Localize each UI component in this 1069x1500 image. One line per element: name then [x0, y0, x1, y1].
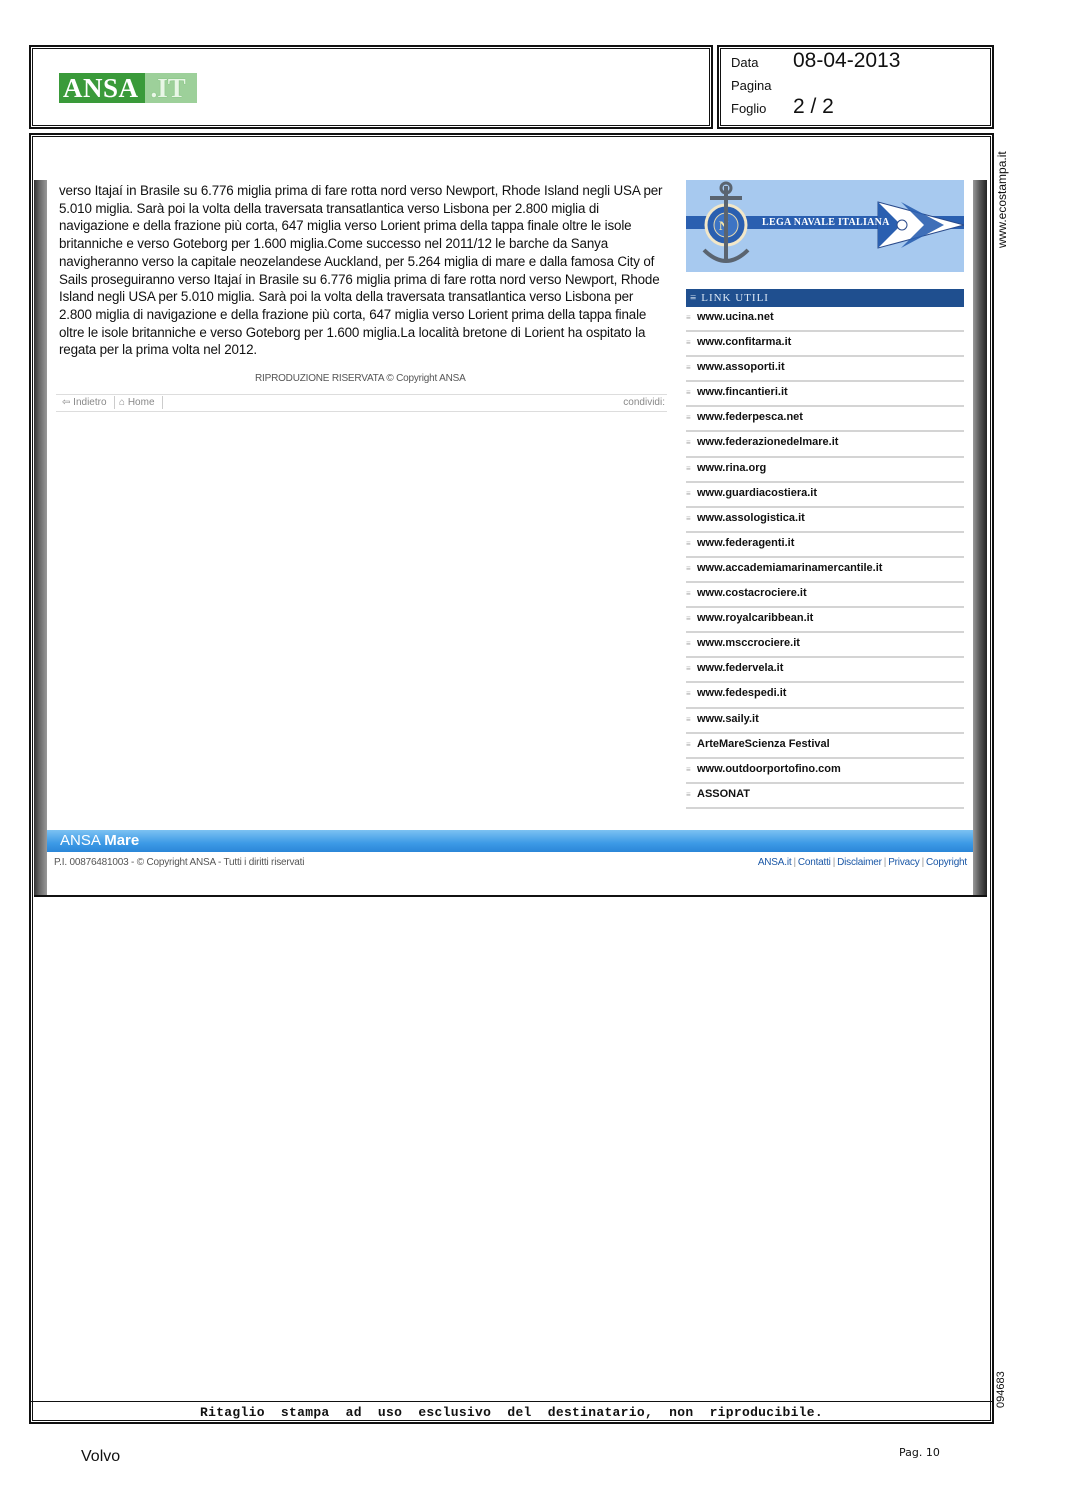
list-bullet-icon: ≡ — [686, 488, 691, 498]
link-label: www.federagenti.it — [697, 536, 795, 549]
list-bullet-icon: ≡ — [686, 639, 691, 649]
article-body: verso Itajaí in Brasile su 6.776 miglia prima di fare rotta nord verso Newport, Rhode Island negli USA per 5.010 miglia. Sarà poi la volta della traversata transatlantica verso Lisbona per 2.800 miglia di navigazione e della frazione più corta, 647 miglia verso Lorient prima della tappa finale oltre le isole britanniche e verso Goteborg per 1.600 miglia.Come successo nel 2011/12 le barche da Sanya navigheranno verso la capitale neozelandese Auckland, per 5.264 miglia di mare e dalla famosa City of Sails proseguiranno verso Itajaí in Brasile su 6.776 miglia prima di fare rotta nord verso Newport, Rhode Island negli USA per 5.010 miglia. Sarà poi la volta della traversata transatlantica verso Lisbona per 2.800 miglia di navigazione e della frazione più corta, 647 miglia verso Lorient prima della tappa finale oltre le isole britanniche e verso Goteborg per 1.600 miglia.La località bretone di Lorient ha ospitato la regata per la prima volta nel 2012. — [59, 183, 663, 358]
footer-link[interactable]: Copyright — [926, 857, 967, 868]
side-url: www.ecostampa.it — [995, 151, 1009, 248]
link-label: www.assologistica.it — [697, 511, 805, 524]
link-label: www.rina.org — [697, 461, 767, 474]
footer-link[interactable]: ANSA.it — [757, 857, 792, 868]
footer-link[interactable]: Contatti — [797, 857, 831, 868]
data-label: Data — [731, 55, 759, 70]
footer-link[interactable]: Disclaimer — [837, 857, 882, 868]
link-separator: | — [832, 857, 836, 868]
footer-link[interactable]: Privacy — [888, 857, 920, 868]
back-link[interactable] — [62, 397, 107, 408]
home-label: Home — [127, 397, 155, 408]
pagina-label: Pagina — [731, 78, 772, 93]
right-shadow — [973, 180, 987, 895]
link-separator: | — [793, 857, 796, 868]
link-label: www.outdoorportofino.com — [697, 762, 841, 775]
data-value: 08-04-2013 — [793, 49, 901, 72]
article-nav — [56, 394, 667, 412]
article-copyright: RIPRODUZIONE RISERVATA © Copyright ANSA — [255, 373, 466, 384]
list-bullet-icon: ≡ — [686, 338, 691, 348]
list-bullet-icon: ≡ — [686, 313, 691, 322]
useful-links-list — [686, 307, 964, 809]
back-label: Indietro — [73, 397, 107, 408]
list-bullet-icon: ≡ — [686, 589, 691, 599]
nav-separator — [162, 396, 163, 409]
link-item[interactable] — [686, 407, 964, 432]
list-bullet-icon: ≡ — [686, 789, 691, 799]
link-separator: | — [921, 857, 924, 868]
header-meta-box — [717, 45, 994, 129]
clipping-notice: Ritaglio stampa ad uso esclusivo del destinatario, non riproducibile. — [200, 1405, 823, 1420]
link-label: www.royalcaribbean.it — [697, 612, 814, 625]
link-item[interactable] — [686, 633, 964, 658]
nav-separator — [114, 396, 115, 409]
foglio-value: 2 / 2 — [793, 95, 834, 118]
link-item[interactable] — [686, 533, 964, 558]
link-label: www.saily.it — [697, 712, 759, 725]
link-item[interactable] — [686, 332, 964, 357]
link-label: www.fedespedi.it — [697, 687, 787, 700]
link-label: www.accademiamarinamercantile.it — [697, 561, 883, 574]
link-label: www.fincantieri.it — [697, 386, 788, 399]
link-label: www.guardiacostiera.it — [697, 486, 818, 499]
list-bullet-icon: ≡ — [686, 664, 691, 674]
link-item[interactable] — [686, 508, 964, 533]
left-shadow — [34, 180, 47, 895]
brand-mare: Mare — [104, 832, 140, 849]
link-label: www.costacrociere.it — [697, 587, 807, 600]
link-item[interactable] — [686, 432, 964, 457]
link-label: www.federazionedelmare.it — [697, 436, 839, 449]
link-item[interactable] — [686, 784, 964, 809]
list-bullet-icon: ≡ — [686, 463, 691, 473]
list-bullet-icon: ≡ — [686, 764, 691, 774]
list-bullet-icon: ≡ — [686, 614, 691, 624]
list-bullet-icon: ≡ — [686, 438, 691, 448]
list-bullet-icon: ≡ — [690, 292, 698, 304]
banner-title: LEGA NAVALE ITALIANA — [762, 217, 890, 228]
link-item[interactable] — [686, 608, 964, 633]
list-bullet-icon: ≡ — [686, 563, 691, 573]
home-icon: ⌂ — [119, 397, 126, 408]
site-footer-links — [758, 857, 967, 868]
link-item[interactable] — [686, 583, 964, 608]
ansa-mare-logo[interactable] — [60, 832, 139, 849]
link-item[interactable] — [686, 709, 964, 734]
logo-main: ANSA — [59, 73, 145, 103]
webpage-screenshot — [34, 180, 987, 897]
link-item[interactable] — [686, 734, 964, 759]
links-heading-label: LINK UTILI — [701, 292, 769, 304]
lega-navale-banner[interactable] — [686, 180, 964, 272]
list-bullet-icon: ≡ — [686, 689, 691, 699]
footer-divider — [31, 1401, 992, 1402]
link-label: www.assoporti.it — [697, 361, 785, 374]
link-item[interactable] — [686, 382, 964, 407]
list-bullet-icon: ≡ — [686, 413, 691, 423]
ansa-mare-bar — [47, 830, 973, 852]
link-item[interactable] — [686, 357, 964, 382]
link-label: www.federvela.it — [697, 662, 784, 675]
link-item[interactable] — [686, 483, 964, 508]
link-item[interactable] — [686, 683, 964, 708]
side-code: 094683 — [995, 1371, 1007, 1408]
link-item[interactable] — [686, 458, 964, 483]
svg-text:N: N — [719, 218, 729, 233]
list-bullet-icon: ≡ — [686, 388, 691, 398]
link-label: ArteMareScienza Festival — [697, 737, 830, 750]
site-legal: P.I. 00876481003 - © Copyright ANSA - Tutti i diritti riservati — [54, 857, 305, 868]
client-name: Volvo — [81, 1448, 121, 1465]
share-label: condividi: — [623, 397, 665, 408]
link-label: ASSONAT — [697, 787, 750, 800]
logo-suffix: .IT — [145, 73, 197, 103]
link-label: www.federpesca.net — [697, 411, 803, 424]
link-item[interactable] — [686, 558, 964, 583]
home-link[interactable] — [119, 397, 155, 408]
list-bullet-icon: ≡ — [686, 714, 691, 724]
page-number: Pag. 10 — [899, 1446, 940, 1459]
header-logo-box — [29, 45, 713, 129]
link-item[interactable] — [686, 307, 964, 332]
link-label: www.ucina.net — [697, 311, 774, 323]
link-label: www.confitarma.it — [697, 336, 792, 349]
list-bullet-icon: ≡ — [686, 538, 691, 548]
list-bullet-icon: ≡ — [686, 739, 691, 749]
link-separator: | — [883, 857, 887, 868]
list-bullet-icon: ≡ — [686, 513, 691, 523]
ansa-logo — [59, 73, 197, 103]
links-heading — [686, 289, 964, 307]
back-arrow-icon: ⇦ — [62, 397, 71, 408]
link-item[interactable] — [686, 658, 964, 683]
brand-ansa: ANSA — [60, 832, 101, 849]
foglio-label: Foglio — [731, 101, 767, 116]
link-item[interactable] — [686, 759, 964, 784]
link-label: www.msccrociere.it — [697, 637, 800, 650]
list-bullet-icon: ≡ — [686, 363, 691, 373]
